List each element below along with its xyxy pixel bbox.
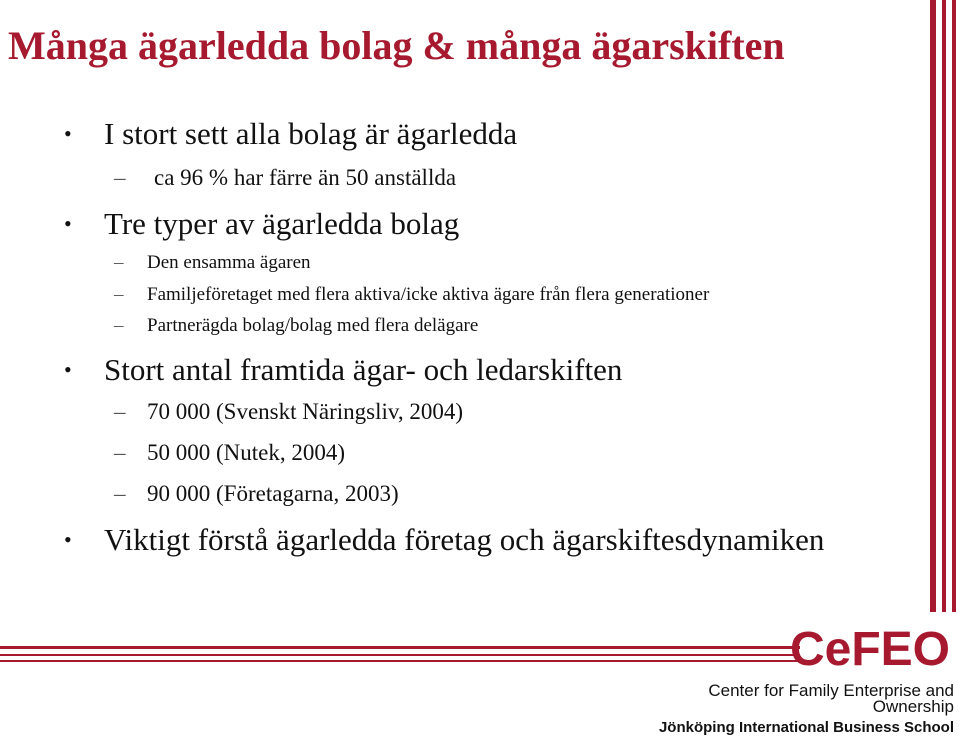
bullet-icon: • xyxy=(64,527,72,552)
sub-item-text: 50 000 (Nutek, 2004) xyxy=(147,440,346,465)
bullet-icon: • xyxy=(64,121,72,146)
dash-icon: – xyxy=(114,315,124,336)
right-bar-thin xyxy=(930,0,936,612)
bullet-text: Tre typer av ägarledda bolag xyxy=(104,206,460,241)
right-bar-thin xyxy=(952,0,956,612)
dash-icon: – xyxy=(114,284,124,305)
bullet-icon: • xyxy=(64,357,72,382)
sub-item-text: Partnerägda bolag/bolag med flera delägare xyxy=(147,315,479,336)
bottom-rule xyxy=(0,660,800,662)
bullet-text: Stort antal framtida ägar- och ledarskiften xyxy=(104,352,623,387)
sub-item-text: Den ensamma ägaren xyxy=(147,252,311,273)
bottom-rule xyxy=(0,646,800,649)
slide-title: Många ägarledda bolag & många ägarskiften xyxy=(8,23,785,68)
dash-icon: – xyxy=(114,252,124,273)
sub-item-text: 70 000 (Svenskt Näringsliv, 2004) xyxy=(147,399,464,424)
bullet-text: I stort sett alla bolag är ägarledda xyxy=(104,116,518,151)
dash-icon: – xyxy=(114,481,126,506)
cefeo-logo-text: CeFEO xyxy=(789,623,950,676)
dash-icon: – xyxy=(114,440,126,465)
dash-icon: – xyxy=(114,399,126,424)
sub-item-text: Familjeföretaget med flera aktiva/icke aktiva ägare från flera generationer xyxy=(147,284,710,305)
center-name: Center for Family Enterprise and Ownership xyxy=(708,681,954,716)
sub-item-text: 90 000 (Företagarna, 2003) xyxy=(147,481,399,506)
right-bar-thin xyxy=(942,0,946,612)
sub-item-text: ca 96 % har färre än 50 anställda xyxy=(154,165,457,190)
bullet-text: Viktigt förstå ägarledda företag och ägarskiftesdynamiken xyxy=(104,522,825,557)
dash-icon: – xyxy=(114,165,126,190)
bottom-rule xyxy=(0,654,800,656)
bullet-icon: • xyxy=(64,211,72,236)
school-name: Jönköping International Business School xyxy=(658,719,954,736)
